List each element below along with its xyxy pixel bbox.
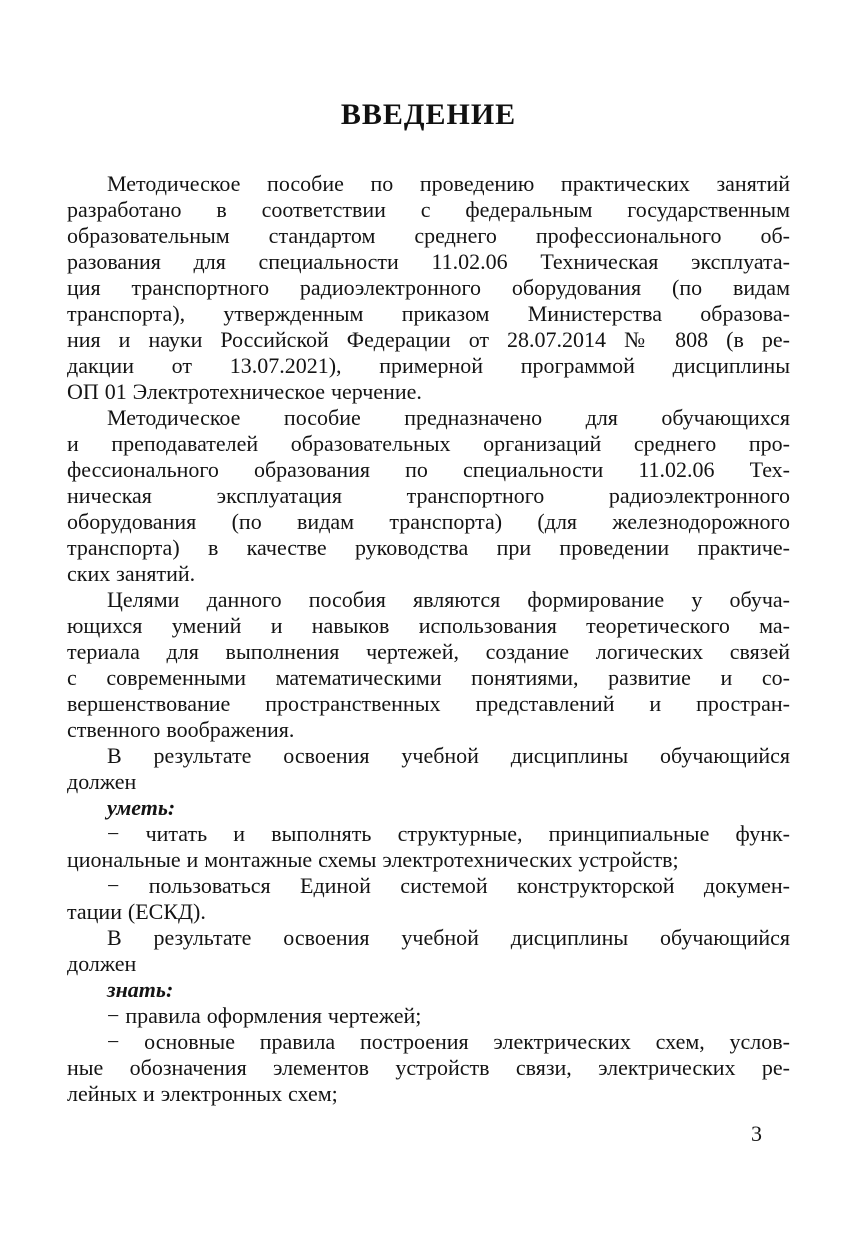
text-line: В результате освоения учебной дисциплины обучающийся	[107, 743, 790, 768]
paragraph	[67, 873, 790, 925]
text-line: ные обозначения элементов устройств связи, электрических ре-	[67, 1055, 790, 1080]
text-line: тации (ЕСКД).	[67, 899, 206, 924]
text-line: дакции от 13.07.2021), примерной программой дисциплины	[67, 353, 790, 378]
paragraph	[67, 405, 790, 587]
text-line: − основные правила построения электрических схем, услов-	[107, 1029, 790, 1054]
term-heading	[67, 977, 790, 1003]
text-line: ОП 01 Электротехническое черчение.	[67, 379, 422, 404]
text-line: должен	[67, 769, 137, 794]
text-line: циональные и монтажные схемы электротехнических устройств;	[67, 847, 679, 872]
text-line: разработано в соответствии с федеральным государственным	[67, 197, 790, 222]
text-line: вершенствование пространственных представлений и простран-	[67, 691, 790, 716]
text-line: оборудования (по видам транспорта) (для железнодорожного	[67, 509, 790, 534]
page-number: 3	[751, 1121, 762, 1146]
text-line: транспорта) в качестве руководства при проведении практиче-	[67, 535, 790, 560]
text-line: − читать и выполнять структурные, принципиальные функ-	[107, 821, 790, 846]
text-line: териала для выполнения чертежей, создание логических связей	[67, 639, 790, 664]
text-line: ющихся умений и навыков использования теоретического ма-	[67, 613, 790, 638]
text-line: должен	[67, 951, 137, 976]
text-line: транспорта), утвержденным приказом Министерства образова-	[67, 301, 790, 326]
text-line: образовательным стандартом среднего профессионального об-	[67, 223, 790, 248]
text-line: ских занятий.	[67, 561, 196, 586]
text-line: знать:	[107, 977, 174, 1002]
text-line: ственного воображения.	[67, 717, 295, 742]
text-column	[67, 98, 790, 1107]
text-line: ция транспортного радиоэлектронного оборудования (по видам	[67, 275, 790, 300]
page-title: ВВЕДЕНИЕ	[340, 98, 517, 131]
text-line: Целями данного пособия являются формирование у обуча-	[107, 587, 790, 612]
text-line: и преподавателей образовательных организаций среднего про-	[67, 431, 790, 456]
text-line: уметь:	[107, 795, 176, 820]
paragraph	[67, 587, 790, 743]
text-line: лейных и электронных схем;	[67, 1081, 338, 1106]
text-line: разования для специальности 11.02.06 Техническая эксплуата-	[67, 249, 790, 274]
text-line: ния и науки Российской Федерации от 28.07.2014 № 808 (в ре-	[67, 327, 790, 352]
paragraph	[67, 171, 790, 405]
text-line: Методическое пособие предназначено для обучающихся	[107, 405, 790, 430]
text-line: − правила оформления чертежей;	[107, 1003, 422, 1028]
body-text	[67, 171, 790, 1107]
text-line: ническая эксплуатация транспортного радиоэлектронного	[67, 483, 790, 508]
paragraph	[67, 1029, 790, 1107]
paragraph	[67, 925, 790, 977]
text-line: с современными математическими понятиями, развитие и со-	[67, 665, 790, 690]
paragraph	[67, 1003, 790, 1029]
text-line: − пользоваться Единой системой конструкторской докумен-	[107, 873, 790, 898]
paragraph	[67, 743, 790, 795]
term-heading	[67, 795, 790, 821]
paragraph	[67, 821, 790, 873]
text-line: Методическое пособие по проведению практических занятий	[107, 171, 790, 196]
text-line: В результате освоения учебной дисциплины обучающийся	[107, 925, 790, 950]
text-line: фессионального образования по специальности 11.02.06 Тех-	[67, 457, 790, 482]
